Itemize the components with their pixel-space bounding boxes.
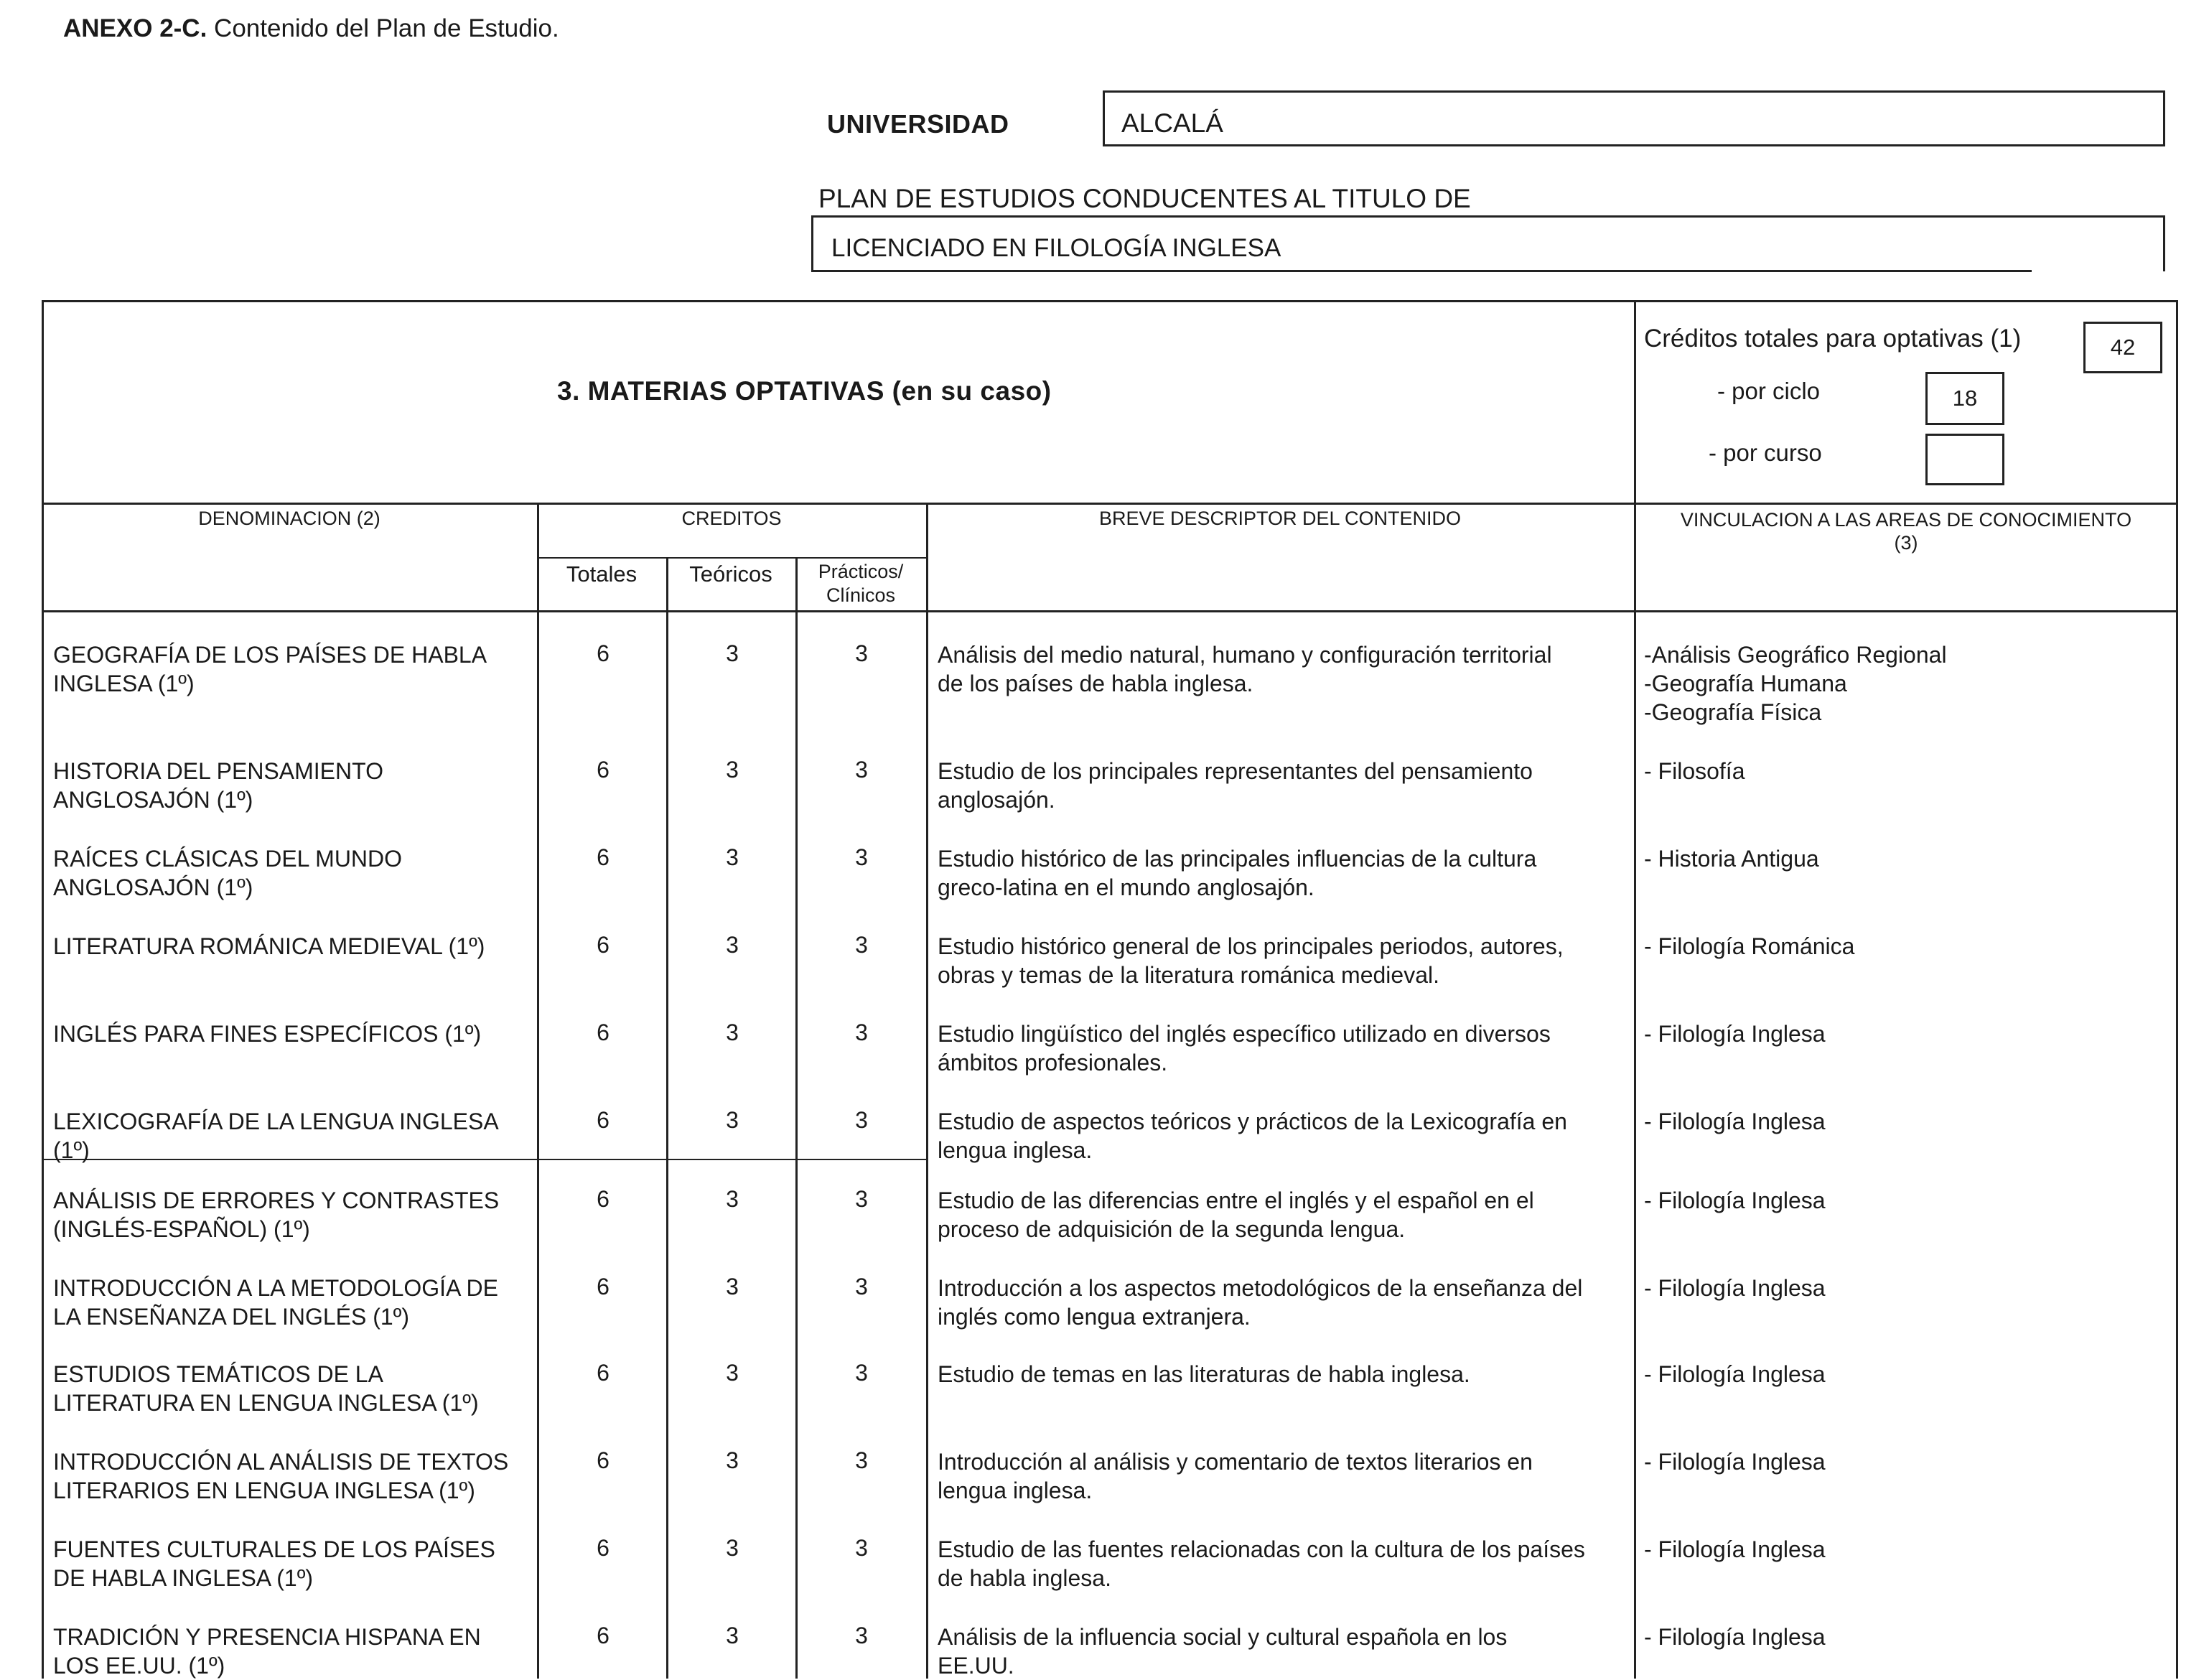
annex-code: ANEXO 2-C. [63, 14, 207, 42]
row-areas [1644, 1360, 2175, 1389]
row-descriptor [938, 932, 1627, 989]
university-box [1103, 90, 2165, 146]
row-areas [1644, 640, 2175, 727]
row-areas [1644, 757, 2175, 785]
row-denominacion [53, 1186, 534, 1243]
divider-areas [1634, 300, 1636, 1679]
row-denominacion-line: (1º) [53, 1137, 90, 1163]
row-denominacion [53, 1623, 534, 1680]
row-denominacion [53, 757, 534, 814]
total-credits-label: Créditos totales para optativas (1) [1644, 325, 2022, 353]
divider-teoricos [795, 557, 798, 1679]
row-denominacion-line: INTRODUCCIÓN A LA METODOLOGÍA DE [53, 1275, 498, 1301]
divider-section-header [42, 503, 2178, 505]
row-teoricos: 3 [726, 1623, 739, 1648]
col-practicos-line2: Clínicos [826, 584, 896, 606]
row-areas-line: - Filología Inglesa [1644, 1109, 1826, 1134]
row-denominacion-line: INTRODUCCIÓN AL ANÁLISIS DE TEXTOS [53, 1449, 509, 1475]
row-denominacion-line: ANÁLISIS DE ERRORES Y CONTRASTES [53, 1187, 500, 1213]
divider-creditos-sub [537, 557, 928, 559]
row-denominacion-line: TRADICIÓN Y PRESENCIA HISPANA EN [53, 1624, 481, 1650]
row-descriptor [938, 757, 1627, 814]
annex-title: Contenido del Plan de Estudio. [214, 14, 559, 42]
university-value: ALCALÁ [1121, 108, 1223, 138]
col-totales: Totales [566, 561, 638, 587]
row-practicos: 3 [855, 844, 868, 870]
row-teoricos: 3 [726, 1274, 739, 1299]
row-descriptor-line: Estudio de los principales representantes del pensamiento [938, 758, 1533, 784]
per-cycle-label: - por ciclo [1717, 378, 1821, 404]
row-descriptor-line: Análisis del medio natural, humano y configuración territorial [938, 642, 1552, 668]
row-descriptor-line: Introducción a los aspectos metodológicos de la enseñanza del [938, 1275, 1583, 1301]
per-cycle-box [1925, 372, 2004, 425]
row-descriptor-line: Estudio de las fuentes relacionadas con la cultura de los países [938, 1536, 1585, 1562]
row-descriptor-line: inglés como lengua extranjera. [938, 1304, 1251, 1330]
divider-creditos [926, 503, 928, 1679]
row-practicos: 3 [855, 1186, 868, 1212]
row-descriptor-line: Estudio de aspectos teóricos y prácticos de la Lexicografía en [938, 1109, 1567, 1134]
row-denominacion [53, 1274, 534, 1331]
per-course-label: - por curso [1709, 439, 1822, 466]
plan-label: PLAN DE ESTUDIOS CONDUCENTES AL TITULO DE [818, 184, 1471, 213]
row-practicos: 3 [855, 1535, 868, 1561]
row-teoricos: 3 [726, 1186, 739, 1212]
row-descriptor-line: Estudio lingüístico del inglés específico utilizado en diversos [938, 1021, 1551, 1047]
row-teoricos: 3 [726, 1535, 739, 1561]
divider-denominacion [537, 503, 539, 1679]
row-descriptor [938, 1019, 1627, 1077]
row-totales: 6 [597, 1360, 610, 1386]
row-denominacion-line: ESTUDIOS TEMÁTICOS DE LA [53, 1361, 383, 1387]
row-descriptor-line: ámbitos profesionales. [938, 1050, 1168, 1075]
row-practicos: 3 [855, 932, 868, 958]
row-denominacion-line: GEOGRAFÍA DE LOS PAÍSES DE HABLA [53, 642, 487, 668]
row-denominacion [53, 1535, 534, 1592]
row-descriptor-line: obras y temas de la literatura románica medieval. [938, 962, 1439, 988]
row-descriptor [938, 1623, 1627, 1680]
row-denominacion-line: INGLESA (1º) [53, 671, 195, 696]
row-totales: 6 [597, 1535, 610, 1561]
row-practicos: 3 [855, 1274, 868, 1299]
row-teoricos: 3 [726, 757, 739, 783]
col-creditos: CREDITOS [681, 508, 782, 529]
row-totales: 6 [597, 1107, 610, 1133]
row-areas-line: -Análisis Geográfico Regional [1644, 642, 1947, 668]
row-denominacion [53, 1447, 534, 1505]
row-totales: 6 [597, 640, 610, 666]
total-credits-value: 42 [2110, 335, 2136, 360]
row-areas-line: - Filología Románica [1644, 933, 1855, 959]
row-teoricos: 3 [726, 640, 739, 666]
row-practicos: 3 [855, 1623, 868, 1648]
row-areas [1644, 844, 2175, 873]
row-descriptor-line: lengua inglesa. [938, 1478, 1093, 1503]
row-practicos: 3 [855, 1360, 868, 1386]
row-totales: 6 [597, 932, 610, 958]
row-areas-line: - Filología Inglesa [1644, 1536, 1826, 1562]
row-totales: 6 [597, 844, 610, 870]
row-denominacion-line: ANGLOSAJÓN (1º) [53, 874, 253, 900]
col-vinculacion-line2: (3) [1894, 532, 1918, 554]
row-areas [1644, 1623, 2175, 1651]
row-denominacion-line: LEXICOGRAFÍA DE LA LENGUA INGLESA [53, 1109, 499, 1134]
divider-totales [666, 557, 668, 1679]
annex-heading [63, 14, 559, 43]
row-denominacion [53, 640, 534, 698]
col-practicos-line1: Prácticos/ [818, 561, 904, 582]
row-descriptor [938, 1360, 1627, 1389]
row-denominacion [53, 932, 534, 961]
row-totales: 6 [597, 757, 610, 783]
row-areas-line: - Filosofía [1644, 758, 1745, 784]
row-areas-line: - Filología Inglesa [1644, 1021, 1826, 1047]
row-denominacion-line: HISTORIA DEL PENSAMIENTO [53, 758, 383, 784]
row-totales: 6 [597, 1019, 610, 1045]
row-denominacion [53, 844, 534, 902]
row-totales: 6 [597, 1186, 610, 1212]
row-denominacion-line: (INGLÉS-ESPAÑOL) (1º) [53, 1216, 310, 1242]
row-totales: 6 [597, 1623, 610, 1648]
section-title: 3. MATERIAS OPTATIVAS (en su caso) [557, 376, 1052, 406]
row-teoricos: 3 [726, 1360, 739, 1386]
row-descriptor-line: lengua inglesa. [938, 1137, 1093, 1163]
row-practicos: 3 [855, 1447, 868, 1473]
row-denominacion-line: LITERARIOS EN LENGUA INGLESA (1º) [53, 1478, 475, 1503]
row-practicos: 3 [855, 757, 868, 783]
row-descriptor-line: Análisis de la influencia social y cultural española en los [938, 1624, 1508, 1650]
row-descriptor-line: Estudio de temas en las literaturas de habla inglesa. [938, 1361, 1470, 1387]
row-denominacion-line: LA ENSEÑANZA DEL INGLÉS (1º) [53, 1304, 409, 1330]
row-denominacion [53, 1019, 534, 1048]
row-descriptor-line: Estudio histórico de las principales influencias de la cultura [938, 846, 1537, 872]
row-areas-line: - Filología Inglesa [1644, 1275, 1826, 1301]
row-descriptor [938, 640, 1627, 698]
row-areas-line: -Geografía Física [1644, 699, 1822, 725]
row-teoricos: 3 [726, 1107, 739, 1133]
row-areas-line: - Filología Inglesa [1644, 1624, 1826, 1650]
row-denominacion-line: LITERATURA EN LENGUA INGLESA (1º) [53, 1390, 479, 1416]
row-denominacion-line: FUENTES CULTURALES DE LOS PAÍSES [53, 1536, 495, 1562]
per-course-box [1925, 434, 2004, 485]
row-denominacion-line: DE HABLA INGLESA (1º) [53, 1565, 314, 1591]
plan-title-underline [811, 270, 2032, 272]
col-teoricos: Teóricos [689, 561, 772, 587]
row-areas-line: - Filología Inglesa [1644, 1361, 1826, 1387]
row-areas [1644, 1274, 2175, 1302]
row-descriptor [938, 1186, 1627, 1243]
row-areas [1644, 1186, 2175, 1215]
col-vinculacion-line1: VINCULACION A LAS AREAS DE CONOCIMIENTO [1680, 509, 2132, 531]
row-descriptor-line: greco-latina en el mundo anglosajón. [938, 874, 1314, 900]
row-areas [1644, 1107, 2175, 1136]
row-practicos: 3 [855, 1019, 868, 1045]
row-descriptor-line: de los países de habla inglesa. [938, 671, 1253, 696]
row-teoricos: 3 [726, 844, 739, 870]
total-credits-box [2083, 322, 2162, 373]
row-totales: 6 [597, 1447, 610, 1473]
row-descriptor [938, 1107, 1627, 1165]
row-descriptor-line: Introducción al análisis y comentario de textos literarios en [938, 1449, 1533, 1475]
row-areas-line: - Historia Antigua [1644, 846, 1819, 872]
row-areas-line: -Geografía Humana [1644, 671, 1847, 696]
row-practicos: 3 [855, 1107, 868, 1133]
row-practicos: 3 [855, 640, 868, 666]
row-descriptor-line: anglosajón. [938, 787, 1055, 813]
row-descriptor [938, 1447, 1627, 1505]
row-descriptor-line: EE.UU. [938, 1653, 1014, 1679]
row-descriptor [938, 1535, 1627, 1592]
row-totales: 6 [597, 1274, 610, 1299]
row-denominacion [53, 1360, 534, 1417]
col-denominacion: DENOMINACION (2) [198, 508, 380, 529]
row-descriptor [938, 844, 1627, 902]
row-areas-line: - Filología Inglesa [1644, 1449, 1826, 1475]
row-denominacion-line: RAÍCES CLÁSICAS DEL MUNDO [53, 846, 403, 872]
row-areas-line: - Filología Inglesa [1644, 1187, 1826, 1213]
row-teoricos: 3 [726, 1019, 739, 1045]
col-practicos [795, 560, 926, 607]
row-descriptor-line: de habla inglesa. [938, 1565, 1111, 1591]
per-cycle-value: 18 [1952, 386, 1978, 411]
row-descriptor-line: Estudio de las diferencias entre el inglés y el español en el [938, 1187, 1534, 1213]
university-label: UNIVERSIDAD [827, 109, 1009, 139]
row-descriptor [938, 1274, 1627, 1331]
row-denominacion-line: INGLÉS PARA FINES ESPECÍFICOS (1º) [53, 1021, 482, 1047]
row-descriptor-line: Estudio histórico general de los principales periodos, autores, [938, 933, 1564, 959]
row-denominacion-line: ANGLOSAJÓN (1º) [53, 787, 253, 813]
divider-column-header [42, 610, 2178, 612]
row-areas [1644, 1535, 2175, 1564]
row-denominacion [53, 1107, 534, 1165]
row-denominacion-line: LITERATURA ROMÁNICA MEDIEVAL (1º) [53, 933, 485, 959]
row-teoricos: 3 [726, 932, 739, 958]
row-teoricos: 3 [726, 1447, 739, 1473]
row-descriptor-line: proceso de adquisición de la segunda lengua. [938, 1216, 1406, 1242]
row-areas [1644, 932, 2175, 961]
plan-title-value: LICENCIADO EN FILOLOGÍA INGLESA [831, 234, 1281, 262]
col-vinculacion [1634, 508, 2178, 554]
row-denominacion-line: LOS EE.UU. (1º) [53, 1653, 225, 1679]
col-descriptor: BREVE DESCRIPTOR DEL CONTENIDO [1098, 508, 1462, 529]
row-areas [1644, 1447, 2175, 1476]
row-areas [1644, 1019, 2175, 1048]
